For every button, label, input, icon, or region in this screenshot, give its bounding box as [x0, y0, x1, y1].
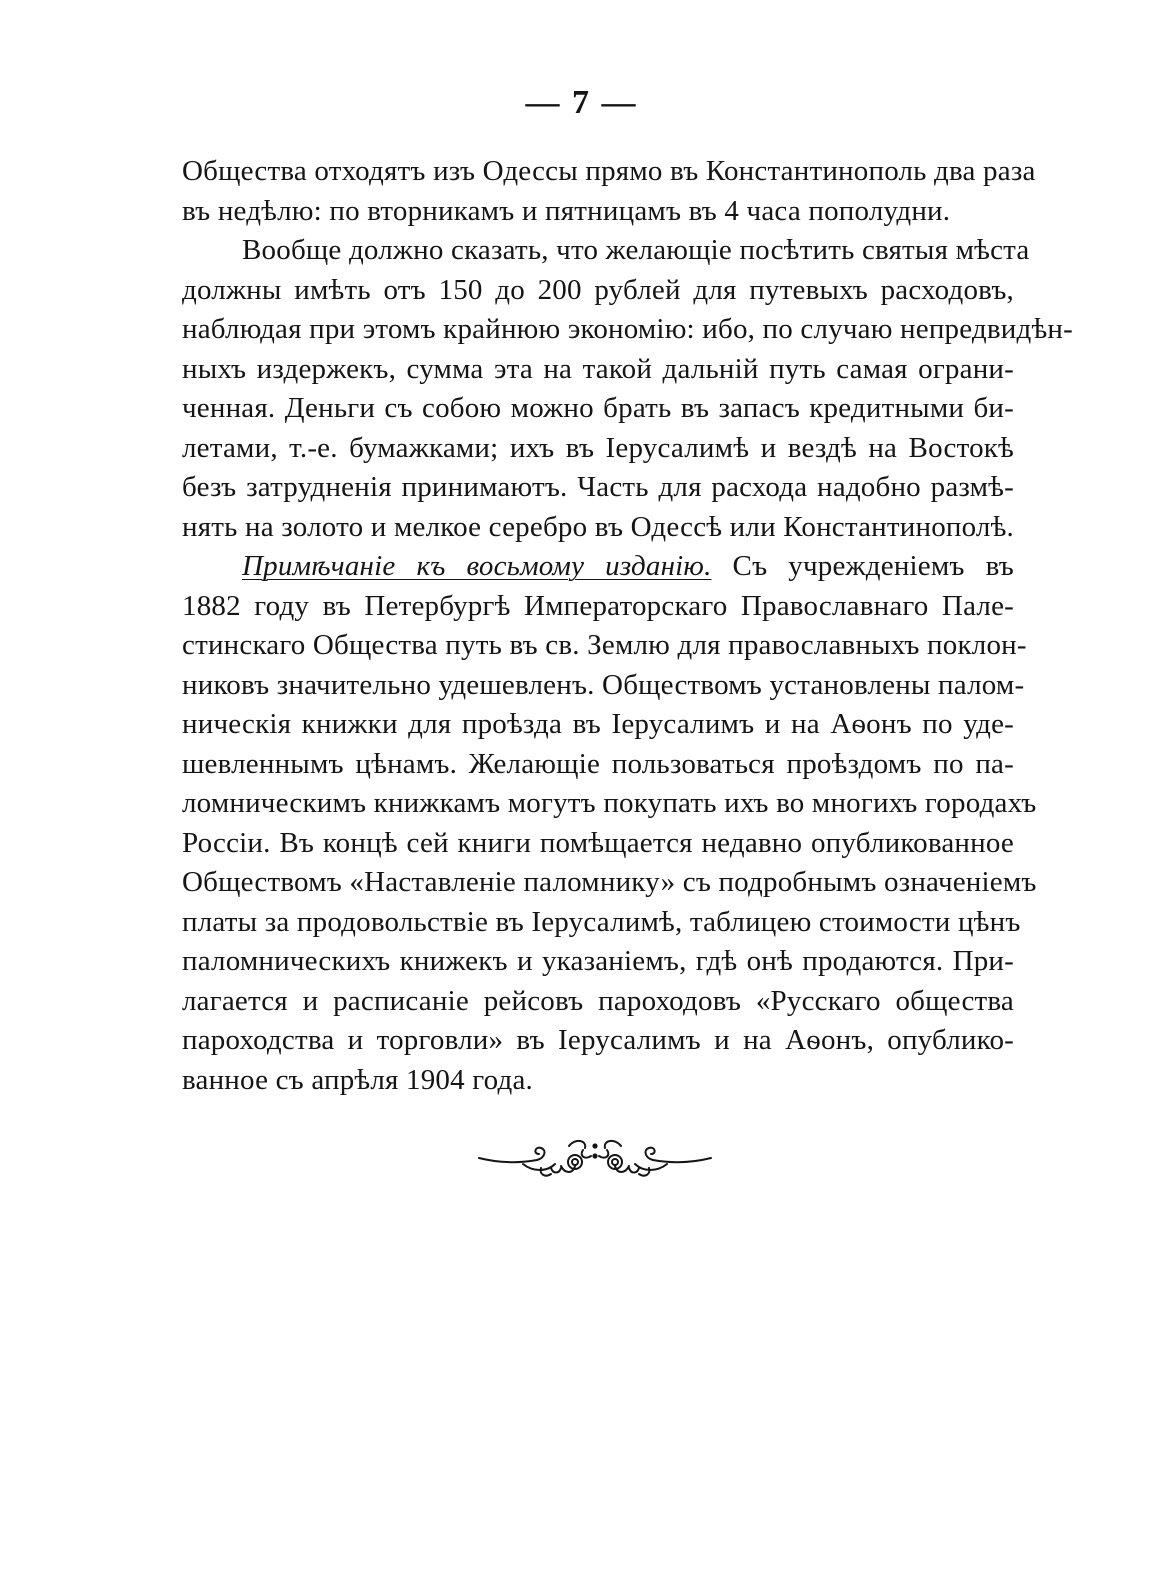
- text-line: должны имѣть отъ 150 до 200 рублей для путевыхъ расходовъ,: [182, 273, 1014, 306]
- text-line: ванное съ апрѣля 1904 года.: [182, 1063, 533, 1096]
- text-line: ническія книжки для проѣзда въ Іерусалимъ и на Аѳонъ по уде-: [182, 708, 1014, 740]
- text-line: лагается и расписаніе рейсовъ пароходовъ «Русскаго общества: [182, 984, 1014, 1017]
- text-fragment: Съ учрежденіемъ въ: [732, 550, 1015, 582]
- text-line: ломническимъ книжкамъ могутъ покупать ихъ во многихъ городахъ: [182, 787, 1037, 819]
- text-line: въ недѣлю: по вторникамъ и пятницамъ въ 4 часа пополудни.: [182, 194, 951, 227]
- text-line: Обществомъ «Наставленіе паломнику» съ подробнымъ означеніемъ: [182, 866, 1037, 898]
- text-line: ныхъ издержекъ, сумма эта на такой дальній путь самая ограни-: [182, 352, 1014, 385]
- text-line: паломническихъ книжекъ и указаніемъ, гдѣ онѣ продаются. При-: [182, 945, 1014, 977]
- page-number: — 7 —: [525, 84, 638, 121]
- text-line: безъ затрудненія принимаютъ. Часть для расхода надобно размѣ-: [182, 471, 1014, 503]
- text-line: наблюдая при этомъ крайнюю экономію: ибо, по случаю непредвидѣн-: [182, 313, 1073, 345]
- text-line: Россіи. Въ концѣ сей книги помѣщается недавно опубликованное: [182, 826, 1014, 859]
- text-line: 1882 году въ Петербургѣ Императорскаго Православнаго Пале-: [182, 589, 1014, 622]
- text-line: никовъ значительно удешевленъ. Обществомъ установлены палом-: [182, 668, 1025, 701]
- note-heading-line: [182, 547, 1014, 587]
- text-line: Общества отходятъ изъ Одессы прямо въ Константинополь два раза: [182, 155, 1036, 187]
- text-line: стинскаго Общества путь въ св. Землю для православныхъ поклон-: [182, 629, 1027, 661]
- text-line: платы за продовольствіе въ Іерусалимѣ, таблицею стоимости цѣнъ: [182, 905, 1021, 938]
- text-line: ченная. Деньги съ собою можно брать въ запасъ кредитными би-: [182, 392, 1014, 424]
- note-heading: Примѣчаніе къ восьмому изданію.: [242, 550, 712, 582]
- text-line: пароходства и торговли» въ Іерусалимъ и на Аѳонъ, опублико-: [182, 1024, 1014, 1056]
- text-line: шевленнымъ цѣнамъ. Желающіе пользоваться проѣздомъ по па-: [182, 747, 1014, 780]
- page-body-text: [182, 152, 1073, 1100]
- tailpiece-ornament-icon: [475, 1128, 715, 1184]
- text-line: нять на золото и мелкое серебро въ Одессѣ или Константинополѣ.: [182, 510, 1014, 543]
- text-line: Вообще должно сказать, что желающіе посѣтить святыя мѣста: [242, 234, 1030, 266]
- text-line: летами, т.-е. бумажками; ихъ въ Іерусалимѣ и вездѣ на Востокѣ: [182, 431, 1014, 464]
